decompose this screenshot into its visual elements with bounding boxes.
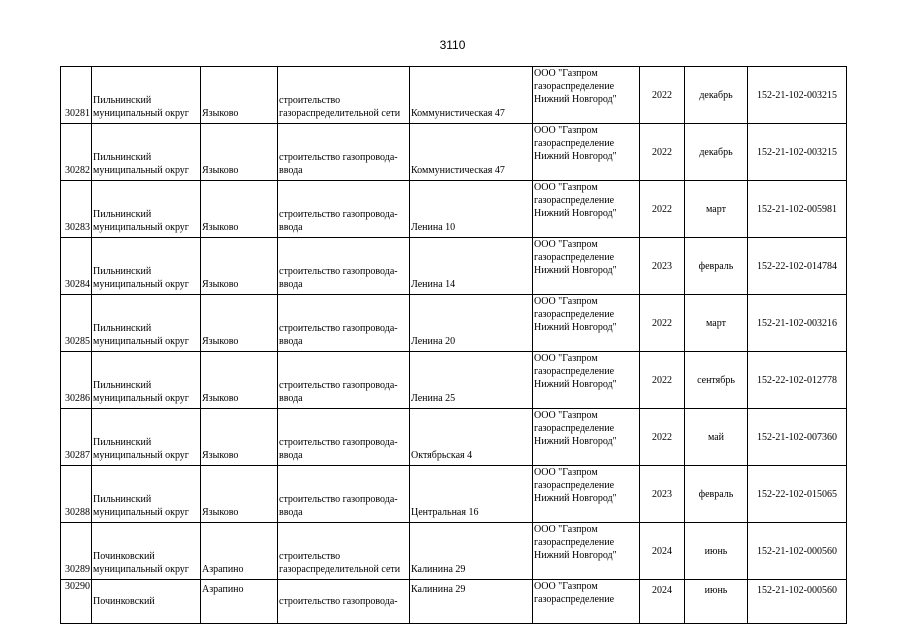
year-cell: 2022 <box>640 295 685 352</box>
code-cell: 152-21-102-003215 <box>748 124 847 181</box>
table-row <box>61 238 847 295</box>
organization-cell: ООО "Газпром газораспределение Нижний Новгород" <box>533 181 640 238</box>
code-cell: 152-21-102-003215 <box>748 67 847 124</box>
district-cell: Пильнинский муниципальный округ <box>92 466 201 523</box>
code-cell: 152-21-102-000560 <box>748 580 847 624</box>
settlement-cell: Языково <box>201 124 278 181</box>
month-cell: декабрь <box>685 124 748 181</box>
address-cell: Ленина 10 <box>410 181 533 238</box>
organization-cell: ООО "Газпром газораспределение Нижний Новгород" <box>533 238 640 295</box>
month-cell: март <box>685 295 748 352</box>
work-type-cell: строительство газопровода-ввода <box>278 124 410 181</box>
address-cell: Октябрьская 4 <box>410 409 533 466</box>
address-cell: Калинина 29 <box>410 580 533 624</box>
row-id: 30289 <box>61 523 92 580</box>
year-cell: 2022 <box>640 409 685 466</box>
table-row <box>61 523 847 580</box>
table-row <box>61 67 847 124</box>
settlement-cell: Языково <box>201 466 278 523</box>
address-cell: Калинина 29 <box>410 523 533 580</box>
code-cell: 152-21-102-007360 <box>748 409 847 466</box>
district-cell: Пильнинский муниципальный округ <box>92 238 201 295</box>
settlement-cell: Азрапино <box>201 523 278 580</box>
table-row-partial <box>61 580 847 624</box>
row-id: 30282 <box>61 124 92 181</box>
row-id: 30290 <box>61 580 92 624</box>
row-id: 30288 <box>61 466 92 523</box>
settlement-cell: Языково <box>201 295 278 352</box>
code-cell: 152-22-102-012778 <box>748 352 847 409</box>
year-cell: 2024 <box>640 523 685 580</box>
work-type-cell: строительство газопровода-ввода <box>278 352 410 409</box>
row-id: 30287 <box>61 409 92 466</box>
year-cell: 2024 <box>640 580 685 624</box>
month-cell: декабрь <box>685 67 748 124</box>
organization-cell: ООО "Газпром газораспределение Нижний Новгород" <box>533 466 640 523</box>
address-cell: Коммунистическая 47 <box>410 124 533 181</box>
settlement-cell: Языково <box>201 238 278 295</box>
settlement-cell: Языково <box>201 409 278 466</box>
district-cell: Пильнинский муниципальный округ <box>92 181 201 238</box>
year-cell: 2023 <box>640 238 685 295</box>
organization-cell: ООО "Газпром газораспределение Нижний Новгород" <box>533 409 640 466</box>
organization-cell: ООО "Газпром газораспределение Нижний Новгород" <box>533 124 640 181</box>
address-cell: Коммунистическая 47 <box>410 67 533 124</box>
organization-cell: ООО "Газпром газораспределение Нижний Новгород" <box>533 352 640 409</box>
row-id: 30284 <box>61 238 92 295</box>
address-cell: Ленина 14 <box>410 238 533 295</box>
table-row <box>61 124 847 181</box>
table-row <box>61 181 847 238</box>
year-cell: 2022 <box>640 352 685 409</box>
month-cell: февраль <box>685 466 748 523</box>
year-cell: 2022 <box>640 181 685 238</box>
code-cell: 152-21-102-000560 <box>748 523 847 580</box>
organization-cell: ООО "Газпром газораспределение Нижний Новгород" <box>533 67 640 124</box>
month-cell: май <box>685 409 748 466</box>
year-cell: 2022 <box>640 67 685 124</box>
year-cell: 2022 <box>640 124 685 181</box>
district-cell: Починковский муниципальный округ <box>92 523 201 580</box>
registry-table <box>60 66 847 624</box>
work-type-cell: строительство газопровода-ввода <box>278 238 410 295</box>
month-cell: июнь <box>685 523 748 580</box>
month-cell: март <box>685 181 748 238</box>
page-number: 3110 <box>439 38 466 52</box>
code-cell: 152-22-102-015065 <box>748 466 847 523</box>
address-cell: Ленина 25 <box>410 352 533 409</box>
month-cell: сентябрь <box>685 352 748 409</box>
district-cell: Пильнинский муниципальный округ <box>92 124 201 181</box>
organization-cell: ООО "Газпром газораспределение <box>533 580 640 624</box>
row-id: 30283 <box>61 181 92 238</box>
table-body <box>61 67 847 624</box>
district-cell: Пильнинский муниципальный округ <box>92 352 201 409</box>
row-id: 30286 <box>61 352 92 409</box>
code-cell: 152-21-102-005981 <box>748 181 847 238</box>
row-id: 30285 <box>61 295 92 352</box>
table-row <box>61 409 847 466</box>
table-row <box>61 352 847 409</box>
work-type-cell: строительство газораспределительной сети <box>278 523 410 580</box>
work-type-cell: строительство газопровода-ввода <box>278 466 410 523</box>
district-cell: Пильнинский муниципальный округ <box>92 295 201 352</box>
district-cell: Пильнинский муниципальный округ <box>92 409 201 466</box>
organization-cell: ООО "Газпром газораспределение Нижний Новгород" <box>533 523 640 580</box>
month-cell: июнь <box>685 580 748 624</box>
district-cell: Починковский <box>92 580 201 624</box>
settlement-cell: Языково <box>201 352 278 409</box>
organization-cell: ООО "Газпром газораспределение Нижний Новгород" <box>533 295 640 352</box>
code-cell: 152-21-102-003216 <box>748 295 847 352</box>
address-cell: Центральная 16 <box>410 466 533 523</box>
district-cell: Пильнинский муниципальный округ <box>92 67 201 124</box>
work-type-cell: строительство газопровода-ввода <box>278 295 410 352</box>
work-type-cell: строительство газопровода-ввода <box>278 409 410 466</box>
settlement-cell: Языково <box>201 181 278 238</box>
address-cell: Ленина 20 <box>410 295 533 352</box>
table-row <box>61 466 847 523</box>
month-cell: февраль <box>685 238 748 295</box>
table-row <box>61 295 847 352</box>
settlement-cell: Языково <box>201 67 278 124</box>
year-cell: 2023 <box>640 466 685 523</box>
work-type-cell: строительство газопровода- <box>278 580 410 624</box>
code-cell: 152-22-102-014784 <box>748 238 847 295</box>
work-type-cell: строительство газораспределительной сети <box>278 67 410 124</box>
row-id: 30281 <box>61 67 92 124</box>
settlement-cell: Азрапино <box>201 580 278 624</box>
work-type-cell: строительство газопровода-ввода <box>278 181 410 238</box>
